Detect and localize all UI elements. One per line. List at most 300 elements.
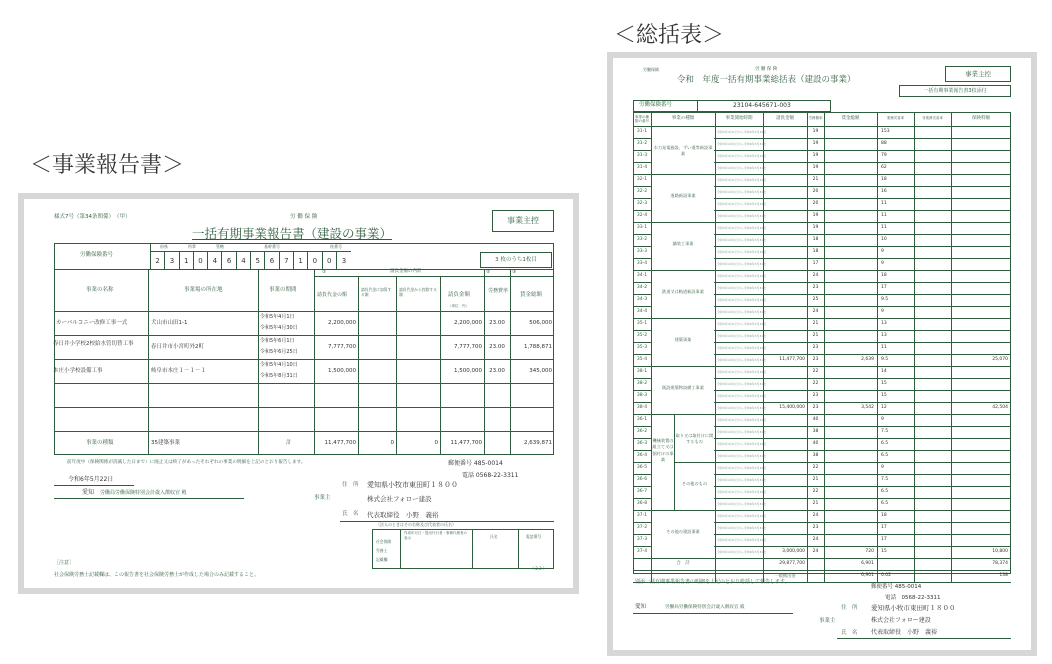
agent-row3: 記載欄 — [376, 557, 388, 562]
sum-period: 令和5年4月1日から令和6年3月31日 — [717, 189, 767, 194]
col-name: 事業の名称 — [86, 287, 114, 293]
sum-mid: 11 — [881, 213, 887, 218]
sum-rate: 25 — [812, 297, 819, 302]
sum-code: 37-4 — [636, 549, 648, 554]
sum-total-label: 合 計 — [676, 561, 690, 566]
hoken-digit: 0 — [194, 252, 208, 270]
sum-mid: 7.5 — [881, 477, 889, 482]
sum-mid: 79 — [881, 153, 887, 158]
report-table — [54, 269, 554, 455]
sub-label-pref: 府県 — [160, 244, 168, 249]
sum-mid: 18 — [881, 273, 887, 278]
sum-mid: 17 — [881, 525, 887, 530]
foot-wage: 11,477,700 — [324, 440, 356, 446]
row1-amount: 506,000 — [529, 320, 552, 326]
row1-total: 2,200,000 — [454, 320, 482, 326]
report-post: 郵便番号 485-0014 — [448, 460, 503, 467]
hoken-digit: 6 — [222, 252, 236, 270]
col-rate: 労務費率 — [488, 288, 509, 294]
sum-rate: 40 — [812, 441, 819, 446]
sum-code: 33-2 — [636, 237, 648, 242]
sum-period: 令和5年4月1日から令和6年3月31日 — [717, 273, 767, 278]
report-hoken-label: 労働保険番号 — [80, 252, 114, 258]
sub-label-eda: 枝番号 — [330, 244, 342, 249]
hoken-digit: 5 — [251, 252, 265, 270]
notice-text: 社会保険労務士記載欄は、この報告書を社会保険労務士が作成した場合のみ記載すること。 — [54, 572, 260, 578]
hoken-digit: 1 — [180, 252, 194, 270]
sum-mid: 14 — [881, 369, 887, 374]
report-date: 令和6年5月22日 — [68, 476, 114, 483]
sum-mid: 9 — [881, 465, 884, 470]
sum-rate: 23 — [812, 345, 819, 350]
sum-period: 令和5年4月1日から令和6年3月31日 — [717, 153, 767, 158]
sum-col-head: 非業務災害率 — [922, 116, 943, 120]
sum-group-label: 水力発電施設、ずい道等新設事業 — [653, 145, 713, 157]
row1-addr: 犬山市山田1-1 — [151, 320, 188, 326]
report-title: 一括有期事業報告書（建設の事業） — [192, 226, 393, 241]
col-period: 事業の期間 — [269, 287, 297, 293]
agent-col1: 作成年月日・提出代行者・事務代理者の表示 — [404, 531, 467, 540]
sum-period: 令和5年4月1日から令和6年3月31日 — [717, 213, 767, 218]
sum-fee: 10,800 — [992, 549, 1008, 554]
sum-col-line — [914, 112, 915, 582]
sum-rate: 18 — [812, 249, 819, 254]
report-addr-label: 住 所 — [342, 482, 359, 488]
summary-addressee: 労働局労働保険特別会計歳入徴収官 殿 — [665, 605, 745, 610]
hoken-digit: 0 — [308, 252, 322, 270]
sum-period: 令和5年4月1日から令和6年3月31日 — [717, 261, 767, 266]
sum-amount: 2,639 — [861, 357, 874, 362]
summary-jigyonushi: 事業主 — [819, 618, 836, 624]
col-unit: （単位：円） — [448, 304, 469, 308]
sum-mid: 9 — [881, 417, 884, 422]
sum-period: 令和5年4月1日から令和6年3月31日 — [717, 549, 767, 554]
sum-mid: 6.5 — [881, 489, 889, 494]
sum-period: 令和5年4月1日から令和6年3月31日 — [717, 237, 767, 242]
summary-stamp: 事業主控 — [945, 66, 1011, 82]
mark-1: ① — [322, 269, 327, 275]
sum-mid: 6.5 — [881, 501, 889, 506]
notice-head: ［注意］ — [54, 560, 75, 566]
sum-mid: 10 — [881, 237, 887, 242]
col-addr: 事業場の所在地 — [184, 287, 223, 293]
sum-code: 36-8 — [636, 501, 648, 506]
col-wage-head: 請負金額の内訳 — [390, 269, 422, 274]
sum-mid: 12 — [881, 405, 887, 410]
summary-post: 郵便番号 485-0014 — [871, 584, 922, 590]
sum-code: 38-4 — [636, 405, 648, 410]
report-page-of: 3 枚のうち1枚目 — [480, 252, 552, 268]
mark-3: ③ — [512, 269, 517, 275]
row2-addr: 春日井市小宮町外2町 — [151, 344, 204, 350]
sum-code: 33-1 — [636, 225, 648, 230]
sum-mid: 7.5 — [881, 429, 889, 434]
sum-rate: 24 — [812, 513, 819, 518]
row2-rate: 23.00 — [489, 344, 505, 350]
summary-title: 令和 年度一括有期事業総括表（建設の事業） — [677, 75, 856, 85]
sum-rate: 19 — [812, 225, 819, 230]
sum-code: 38-1 — [636, 369, 648, 374]
row1-p2: 令和5年4月30日 — [260, 325, 298, 331]
hoken-digit: 0 — [323, 252, 337, 270]
col-wage-b: 請負代金に加算する額 — [361, 287, 392, 298]
sum-period: 令和5年4月1日から令和6年3月31日 — [717, 429, 767, 434]
sum-period: 令和5年4月1日から令和6年3月31日 — [717, 477, 767, 482]
sum-mid: 153 — [881, 129, 890, 134]
sum-group-label: その他の建設事業 — [666, 529, 700, 534]
sum-mid: 6.5 — [881, 441, 889, 446]
report-jigyonushi: 事業主 — [314, 495, 331, 501]
sum-period: 令和5年4月1日から令和6年3月31日 — [717, 417, 767, 422]
sum-period: 令和5年4月1日から令和6年3月31日 — [717, 489, 767, 494]
sum-code: 35-3 — [636, 345, 648, 350]
sum-col-line — [715, 112, 716, 582]
sum-rate: 21 — [812, 333, 819, 338]
report-page-code: （ 2.3 ） — [530, 566, 547, 571]
sum-mid: 15 — [881, 549, 887, 554]
row3-total: 1,500,000 — [454, 368, 482, 374]
sum-code: 35-2 — [636, 333, 648, 338]
sum-period: 令和5年4月1日から令和6年3月31日 — [717, 393, 767, 398]
sum-period: 令和5年4月1日から令和6年3月31日 — [717, 249, 767, 254]
sum-outer-label: 機械装置の組立て又は据付けの事業 — [652, 438, 674, 462]
sum-rate: 21 — [812, 501, 819, 506]
sum-rate: 23 — [812, 405, 819, 410]
sum-mid: 9.5 — [881, 357, 889, 362]
foot-kind: 35建築事業 — [151, 440, 180, 446]
sum-rate: 22 — [812, 489, 819, 494]
summary-rep: 代表取締役 小野 義裕 — [871, 629, 938, 636]
report-kind: 労 働 保 険 — [290, 214, 318, 220]
sub-label-kikan: 基幹番号 — [264, 244, 280, 249]
sum-col-head: 事業開始時期 — [725, 116, 753, 121]
sum-code: 34-4 — [636, 309, 648, 314]
row3-p2: 令和5年8月31日 — [260, 373, 298, 379]
row1-name: カーバルコニー改修工事一式 — [56, 320, 128, 326]
summary-addr-label: 住 所 — [841, 605, 858, 611]
sum-col-head: 賃金総額 — [841, 116, 860, 121]
row3-rate: 23.00 — [489, 368, 505, 374]
sum-code: 36-7 — [636, 489, 648, 494]
report-form-no: 様式7号（第34条関係） （甲） — [54, 214, 131, 220]
row3-wage: 1,500,000 — [328, 368, 356, 374]
sum-code: 31-4 — [636, 165, 648, 170]
sum-period: 令和5年4月1日から令和6年3月31日 — [717, 165, 767, 170]
row3-p1: 令和5年4月10日 — [260, 362, 298, 368]
sum-code: 36-2 — [636, 429, 648, 434]
sum-col-head: 請負金額 — [776, 116, 794, 121]
sum-code: 32-1 — [636, 177, 648, 182]
sum-rate: 19 — [812, 129, 819, 134]
sum-total-wage: 29,877,700 — [779, 561, 805, 566]
sum-rate: 21 — [812, 321, 819, 326]
sum-rate: 19 — [812, 213, 819, 218]
report-addr: 愛知県小牧市東田町１８００ — [367, 481, 458, 489]
sum-code: 33-3 — [636, 249, 648, 254]
sum-code: 31-2 — [636, 141, 648, 146]
sum-mid: 6.5 — [881, 453, 889, 458]
sum-code: 38-2 — [636, 381, 648, 386]
report-tel: 電話 0568-22-3311 — [462, 472, 519, 479]
sum-code: 37-2 — [636, 525, 648, 530]
sum-code: 38-3 — [636, 393, 648, 398]
sum-code: 31-1 — [636, 129, 648, 134]
sum-period: 令和5年4月1日から令和6年3月31日 — [717, 225, 767, 230]
sum-group-label: 建築事業 — [674, 337, 692, 342]
summary-addr: 愛知県小牧市東田町１８００ — [871, 604, 956, 612]
sum-col-head: 労務費率 — [808, 116, 823, 120]
sum-group-label: 道路新設事業 — [670, 193, 696, 198]
col-wage-c: 請負代金から控除する額 — [399, 287, 437, 298]
summary-company: 株式会社フォロー建設 — [871, 617, 931, 624]
sum-amount: 720 — [865, 549, 874, 554]
summary-hoken-no: 23104-645671-003 — [733, 102, 791, 109]
sum-col-head: 業務災害率 — [886, 116, 905, 120]
sum-period: 令和5年4月1日から令和6年3月31日 — [717, 345, 767, 350]
foot-amount: 2,639,871 — [524, 440, 552, 446]
sum-rate: 40 — [812, 417, 819, 422]
row2-wage: 7,777,700 — [328, 344, 356, 350]
row1-wage: 2,200,000 — [328, 320, 356, 326]
sum-period: 令和5年4月1日から令和6年3月31日 — [717, 129, 767, 134]
sum-period: 令和5年4月1日から令和6年3月31日 — [717, 285, 767, 290]
summary-kind: 労 働 保 険 — [755, 67, 778, 72]
hoken-digit: 4 — [208, 252, 222, 270]
sum-code: 37-1 — [636, 513, 648, 518]
sum-rate: 24 — [812, 549, 819, 554]
hoken-digit: 3 — [165, 252, 179, 270]
sum-rate: 38 — [812, 429, 819, 434]
hoken-digit: 2 — [151, 252, 165, 270]
report-note: 前年度中（保険関係が消滅した日まで）に廃止又は終了があったそれぞれの事業の明細を上記のとおり報告します。 — [67, 460, 306, 465]
foot-sub: 0 — [434, 440, 438, 446]
col-total: 請負金額 — [448, 292, 471, 298]
sum-period: 令和5年4月1日から令和6年3月31日 — [717, 465, 767, 470]
sum-gen-fee: 138 — [999, 573, 1008, 578]
agent-col3: 電話番号 — [526, 534, 542, 539]
sum-rate: 23 — [812, 525, 819, 530]
sum-rate: 23 — [812, 285, 819, 290]
sum-mid: 17 — [881, 537, 887, 542]
sum-period: 令和5年4月1日から令和6年3月31日 — [717, 525, 767, 530]
sum-rate: 24 — [812, 309, 819, 314]
agent-row2: 労務士 — [376, 548, 388, 553]
sum-period: 令和5年4月1日から令和6年3月31日 — [717, 141, 767, 146]
report-heading: ＜事業報告書＞ — [30, 153, 185, 178]
hoken-digit: 3 — [341, 257, 347, 265]
report-agent-head: （法人のときはその名称及び代表者の氏名） — [376, 522, 456, 527]
sum-period: 令和5年4月1日から令和6年3月31日 — [717, 309, 767, 314]
sum-mid: 15 — [881, 381, 887, 386]
sum-col-line — [877, 112, 878, 582]
hoken-digit: 1 — [294, 252, 308, 270]
sum-rate: 17 — [812, 261, 819, 266]
sum-rate: 24 — [812, 537, 819, 542]
sum-rate: 24 — [812, 273, 819, 278]
report-rep: 代表取締役 小野 義裕 — [367, 511, 439, 519]
sum-period: 令和5年4月1日から令和6年3月31日 — [717, 357, 767, 362]
sum-period: 令和5年4月1日から令和6年3月31日 — [717, 453, 767, 458]
sum-mid: 16 — [881, 189, 887, 194]
sum-period: 令和5年4月1日から令和6年3月31日 — [717, 369, 767, 374]
sum-code: 34-3 — [636, 297, 648, 302]
summary-tel: 電話 0568-22-3311 — [885, 595, 941, 601]
sum-code: 32-4 — [636, 213, 648, 218]
foot-total: 11,477,700 — [450, 440, 482, 446]
sum-code: 36-6 — [636, 477, 648, 482]
sum-fee: 42,504 — [992, 405, 1008, 410]
row3-name: 本庄小学校設備工事 — [53, 368, 103, 374]
sum-code: 36-5 — [636, 465, 648, 470]
hoken-digit: 4 — [237, 252, 251, 270]
sum-rate: 23 — [812, 357, 819, 362]
report-name-label: 氏 名 — [342, 511, 359, 517]
sum-col-line — [824, 112, 825, 582]
hoken-digit: 6 — [265, 252, 279, 270]
sum-mid: 15 — [881, 393, 887, 398]
sum-gen-label: 一般拠出金 — [774, 573, 796, 578]
sum-gen-amount: 6,901 — [861, 573, 874, 578]
hoken-digit: 7 — [280, 252, 294, 270]
sum-period: 令和5年4月1日から令和6年3月31日 — [717, 201, 767, 206]
sum-mid: 18 — [881, 177, 887, 182]
sum-mid: 9 — [881, 261, 884, 266]
sum-rate: 19 — [812, 165, 819, 170]
sum-rate: 19 — [812, 153, 819, 158]
summary-addressee-prefix: 愛知 — [635, 604, 647, 610]
sub-label-kankatsu: 管轄 — [216, 244, 224, 249]
sum-wage: 11,477,700 — [779, 357, 805, 362]
summary-attach: 一括有期事業報告書3枚添付 — [899, 85, 1011, 97]
sum-code: 35-1 — [636, 321, 648, 326]
sum-code: 37-3 — [636, 537, 648, 542]
row1-p1: 令和5年4月1日 — [260, 314, 295, 320]
sum-code: 34-2 — [636, 285, 648, 290]
row2-total: 7,777,700 — [454, 344, 482, 350]
report-company: 株式会社フォロー建設 — [367, 495, 432, 503]
report-stamp: 事業主控 — [492, 210, 554, 232]
sum-rate: 18 — [812, 237, 819, 242]
sum-rate: 22 — [812, 369, 819, 374]
sum-mid: 13 — [881, 333, 887, 338]
foot-kind-label: 事業の種類 — [86, 440, 114, 446]
summary-hoken-label: 労働保険番号 — [639, 102, 673, 108]
sum-gen-rate: 0.02 — [881, 573, 892, 578]
sum-total-fee: 78,374 — [992, 561, 1008, 566]
sum-code: 36-4 — [636, 453, 648, 458]
sum-group-label: 鉄道又は軌道新設事業 — [662, 289, 704, 294]
sum-col-code: 事業の種類の番号 — [635, 115, 649, 124]
sum-rate: 20 — [812, 189, 819, 194]
report-addressee-prefix: 愛知 — [82, 489, 95, 496]
summary-document — [613, 58, 1031, 650]
sum-mid: 62 — [881, 165, 887, 170]
sum-row-line — [633, 582, 1011, 583]
row2-p2: 令和5年6月25日 — [260, 349, 298, 355]
row2-p1: 令和5年6月1日 — [260, 338, 295, 344]
sum-period: 令和5年4月1日から令和6年3月31日 — [717, 321, 767, 326]
sum-outer-split — [674, 462, 715, 463]
sum-rate: 19 — [812, 141, 819, 146]
sum-group-label: その他のもの — [681, 481, 708, 486]
col-wage-a: 請負代金の額 — [317, 292, 348, 298]
sub-label-shokan: 所掌 — [188, 244, 196, 249]
sum-period: 令和5年4月1日から令和6年3月31日 — [717, 405, 767, 410]
sum-group-label: 既設建築物設備工事業 — [662, 385, 704, 390]
sum-row-line — [633, 570, 1011, 571]
summary-heading: ＜総括表＞ — [614, 23, 725, 48]
sum-period: 令和5年4月1日から令和6年3月31日 — [717, 501, 767, 506]
sum-code: 36-1 — [636, 417, 648, 422]
sum-code: 36-3 — [636, 441, 648, 446]
sum-amount: 3,542 — [861, 405, 874, 410]
report-document — [24, 199, 573, 588]
sum-period: 令和5年4月1日から令和6年3月31日 — [717, 513, 767, 518]
sum-period: 令和5年4月1日から令和6年3月31日 — [717, 177, 767, 182]
summary-name-label: 氏 名 — [841, 630, 858, 636]
sum-code: 32-2 — [636, 189, 648, 194]
sum-code: 32-3 — [636, 201, 648, 206]
foot-add: 0 — [390, 440, 394, 446]
sum-rate: 21 — [812, 177, 819, 182]
sum-wage: 3,000,000 — [782, 549, 805, 554]
row1-rate: 23.00 — [489, 320, 505, 326]
report-addressee: 労働局労働保険特別会計歳入徴収官 殿 — [100, 490, 187, 496]
sum-period: 令和5年4月1日から令和6年3月31日 — [717, 333, 767, 338]
row3-amount: 345,000 — [529, 368, 552, 374]
sum-mid: 9.5 — [881, 297, 889, 302]
sum-rate: 38 — [812, 453, 819, 458]
sum-period: 令和5年4月1日から令和6年3月31日 — [717, 297, 767, 302]
sum-fee: 25,070 — [992, 357, 1008, 362]
sum-col-line — [951, 112, 952, 582]
sum-code: 34-1 — [636, 273, 648, 278]
sum-mid: 11 — [881, 201, 887, 206]
sum-period: 令和5年4月1日から令和6年3月31日 — [717, 381, 767, 386]
sum-rate: 23 — [812, 393, 819, 398]
agent-col2: 氏名 — [490, 534, 498, 539]
sum-code: 33-4 — [636, 261, 648, 266]
sum-mid: 18 — [881, 513, 887, 518]
sum-rate: 22 — [812, 465, 819, 470]
sum-total-amount: 6,901 — [861, 561, 874, 566]
sum-mid: 9 — [881, 249, 884, 254]
report-hoken-digits — [151, 251, 351, 269]
col-amount: 賃金総額 — [520, 292, 543, 298]
sum-col-head: 保険料額 — [972, 116, 990, 121]
sum-mid: 88 — [881, 141, 887, 146]
sum-period: 令和5年4月1日から令和6年3月31日 — [717, 441, 767, 446]
sum-mid: 11 — [881, 225, 887, 230]
sum-group-label: 舗装工事業 — [672, 241, 694, 246]
summary-form-no: 労働保険 — [643, 67, 659, 72]
sum-mid: 17 — [881, 285, 887, 290]
sum-code: 31-3 — [636, 153, 648, 158]
foot-sum-label: 計 — [286, 440, 292, 446]
sum-row-line — [633, 558, 1011, 559]
sum-code: 35-4 — [636, 357, 648, 362]
sum-group-label: 取り又は取付けに関するもの — [675, 433, 714, 445]
sum-rate: 20 — [812, 201, 819, 206]
sum-mid: 9 — [881, 309, 884, 314]
sum-mid: 11 — [881, 345, 887, 350]
sum-rate: 21 — [812, 477, 819, 482]
sum-mid: 13 — [881, 321, 887, 326]
row2-name: 春日井小学校2校給水管切替工事 — [53, 341, 134, 347]
row2-amount: 1,788,871 — [524, 344, 552, 350]
mark-2: ② — [486, 269, 491, 275]
sum-period: 令和5年4月1日から令和6年3月31日 — [717, 537, 767, 542]
